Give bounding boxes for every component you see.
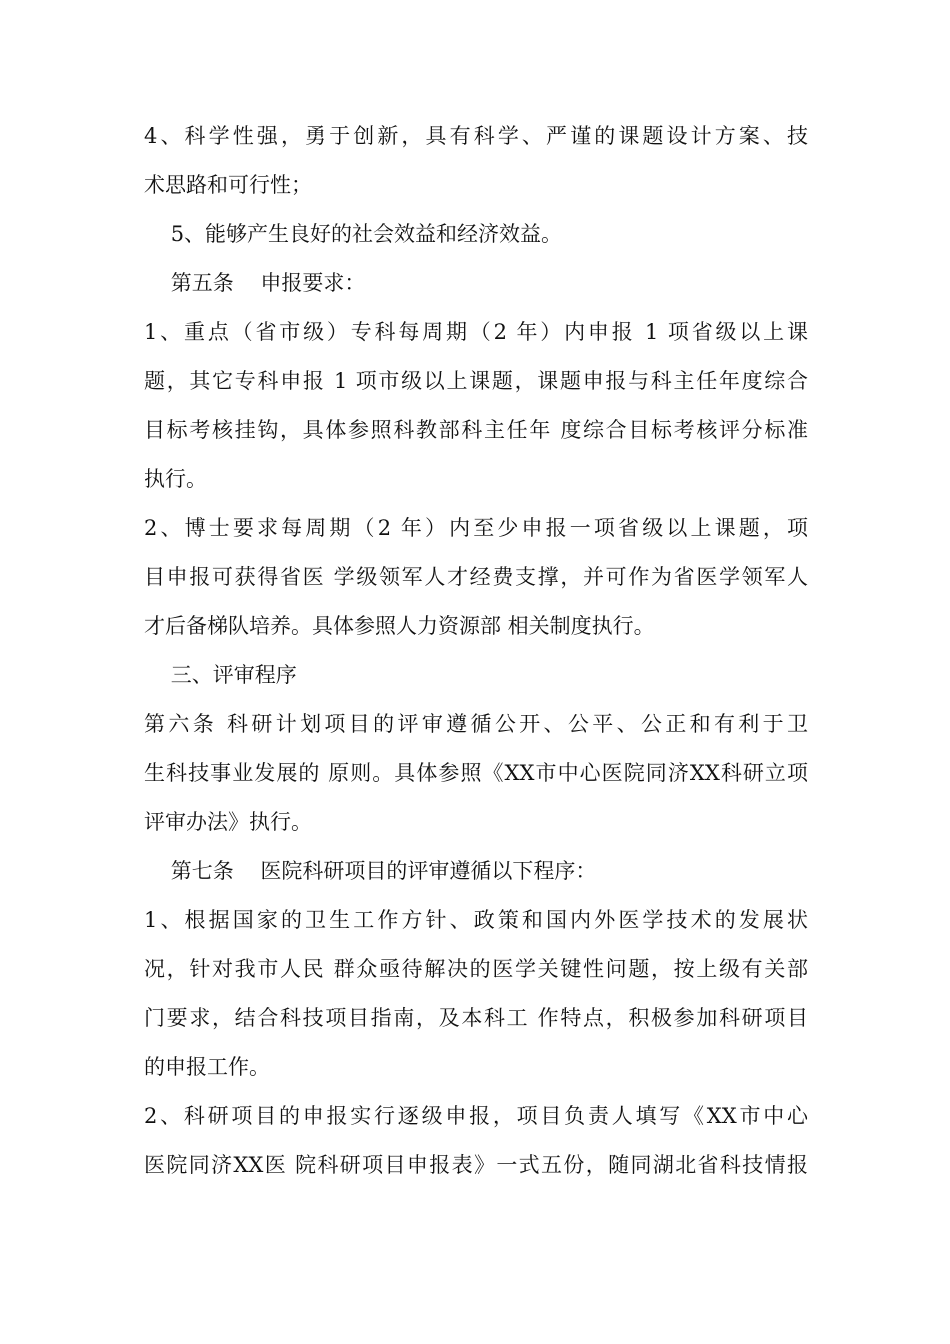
text-line: 第七条 医院科研项目的评审遵循以下程序：	[144, 859, 597, 883]
text-line: 门要求，结合科技项目指南，及本科工 作特点，积极参加科研项目	[144, 1006, 808, 1030]
text-line: 4、科学性强，勇于创新，具有科学、严谨的课题设计方案、技	[144, 124, 808, 148]
text-line: 才后备梯队培养。具体参照人力资源部 相关制度执行。	[144, 614, 655, 638]
text-line: 2、博士要求每周期（2 年）内至少申报一项省级以上课题，项	[144, 516, 808, 540]
text-line: 医院同济XX医 院科研项目申报表》一式五份，随同湖北省科技情报	[144, 1153, 808, 1177]
text-line: 目申报可获得省医 学级领军人才经费支撑，并可作为省医学领军人	[144, 565, 808, 589]
text-line: 第六条 科研计划项目的评审遵循公开、公平、公正和有利于卫	[144, 712, 808, 736]
text-line: 1、根据国家的卫生工作方针、政策和国内外医学技术的发展状	[144, 908, 808, 932]
text-line: 的申报工作。	[144, 1055, 270, 1079]
text-line: 术思路和可行性；	[144, 173, 312, 197]
text-line: 生科技事业发展的 原则。具体参照《XX市中心医院同济XX科研立项	[144, 761, 808, 785]
text-line: 题，其它专科申报 1 项市级以上课题，课题申报与科主任年度综合	[144, 369, 808, 393]
text-line: 目标考核挂钩，具体参照科教部科主任年 度综合目标考核评分标准	[144, 418, 808, 442]
section-heading: 三、评审程序	[144, 663, 297, 687]
text-line: 5、能够产生良好的社会效益和经济效益。	[144, 222, 563, 246]
text-line: 况，针对我市人民 群众亟待解决的医学关键性问题，按上级有关部	[144, 957, 808, 981]
text-line: 2、科研项目的申报实行逐级申报，项目负责人填写《XX市中心	[144, 1104, 808, 1128]
text-line: 执行。	[144, 467, 207, 491]
text-line: 评审办法》执行。	[144, 810, 312, 834]
text-line: 第五条 申报要求：	[144, 271, 366, 295]
text-line: 1、重点（省市级）专科每周期（2 年）内申报 1 项省级以上课	[144, 320, 808, 344]
document-body	[144, 112, 808, 1190]
